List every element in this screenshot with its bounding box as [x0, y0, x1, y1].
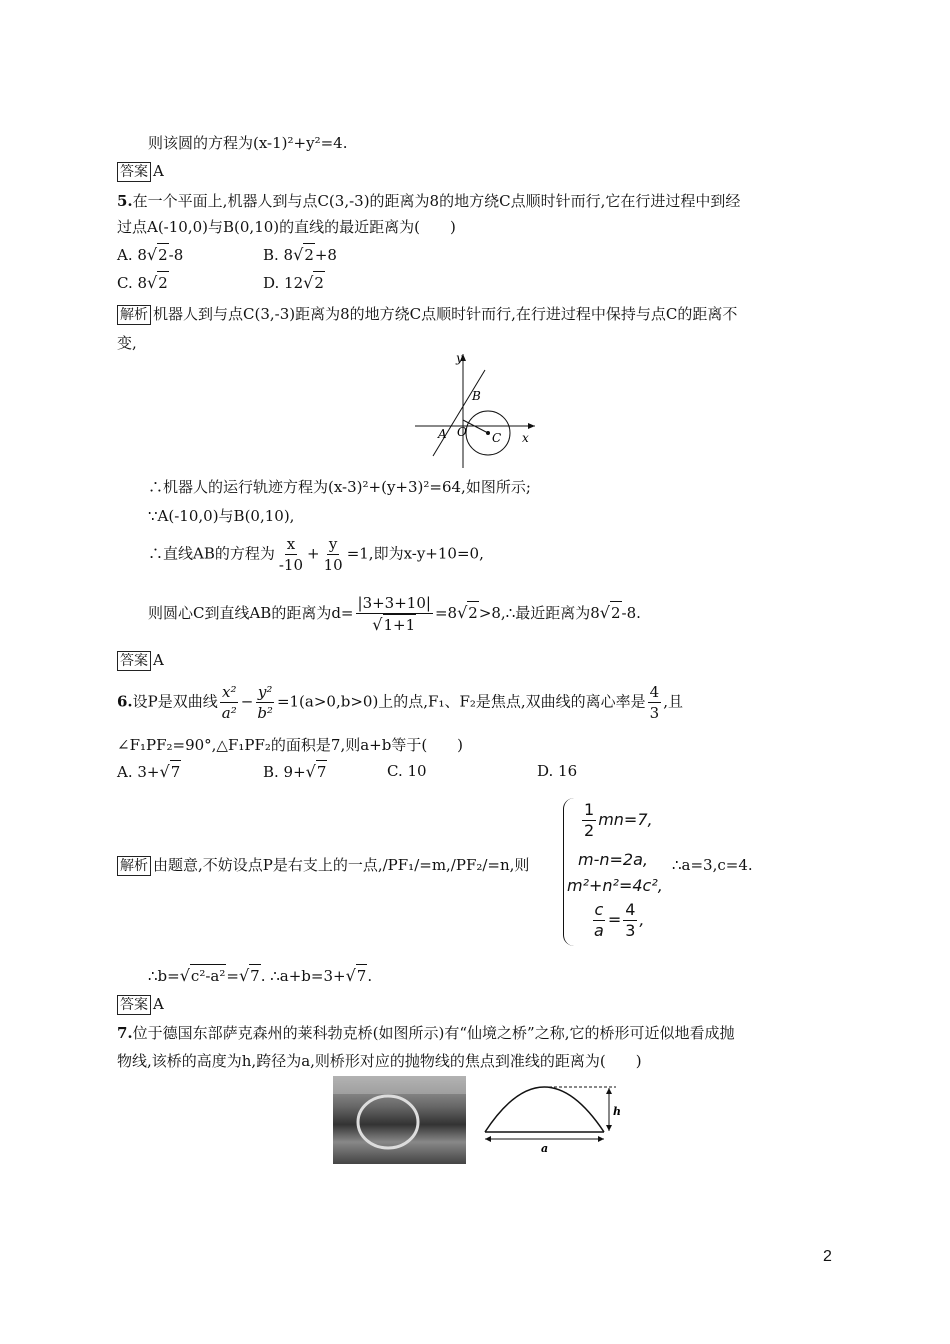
- answer-tag: 答案: [117, 162, 151, 182]
- analysis-tag: 解析: [117, 856, 151, 876]
- q5-option-a: A. 8√2-8: [117, 245, 184, 264]
- svg-text:a: a: [541, 1142, 549, 1154]
- svg-text:C: C: [492, 431, 502, 445]
- q5-step4: 则圆心C到直线AB的距离为d= $\frac{|3+3+10|}{√1+1}$ =8√2>8,∴最近距离为8√2-8.: [148, 594, 641, 634]
- q5-option-c: C. 8√2: [117, 273, 168, 292]
- q6-option-d: D. 16: [537, 762, 578, 780]
- q6-option-c: C. 10: [387, 762, 427, 780]
- answer-tag: 答案: [117, 995, 151, 1015]
- system-eq3: m²+n²=4c²,: [567, 876, 663, 895]
- q7-line2: 物线,该桥的高度为h,跨径为a,则桥形对应的抛物线的焦点到准线的距离为( ): [117, 1052, 642, 1070]
- q6-option-b: B. 9+√7: [263, 762, 327, 781]
- top-line: 则该圆的方程为(x-1)²+y²=4.: [148, 134, 348, 152]
- q6-system-result: ∴a=3,c=4.: [672, 856, 753, 874]
- q5-step2: ∵A(-10,0)与B(0,10),: [148, 507, 295, 525]
- q6-option-a: A. 3+√7: [117, 762, 181, 781]
- system-eq4: $\frac{c}{a}$ = $\frac{4}{3}$ ,: [594, 900, 645, 940]
- q7-line1: 7.位于德国东部萨克森州的莱科勃克桥(如图所示)有“仙境之桥”之称,它的桥形可近似地看成抛: [117, 1024, 735, 1042]
- page-number: 2: [823, 1248, 832, 1265]
- equation-system-brace: [563, 798, 574, 946]
- q6-analysis: 解析 由题意,不妨设点P是右支上的一点,/PF₁/=m,/PF₂/=n,则: [117, 854, 529, 876]
- q6-line2: ∠F₁PF₂=90°,△F₁PF₂的面积是7,则a+b等于( ): [117, 736, 464, 754]
- bridge-photo: [333, 1076, 466, 1164]
- q5-analysis-line2: 变,: [117, 334, 137, 352]
- q5-step1: ∴机器人的运行轨迹方程为(x-3)²+(y+3)²=64,如图所示;: [148, 478, 531, 496]
- system-eq2: m-n=2a,: [578, 850, 648, 869]
- q5-step3: ∴直线AB的方程为 $\frac{x}{-10}$ + $\frac{y}{10}$ =1,即为x-y+10=0,: [148, 535, 484, 574]
- svg-text:x: x: [522, 431, 529, 445]
- answer-line: 答案 A: [117, 160, 164, 182]
- svg-text:O: O: [457, 425, 467, 439]
- q5-analysis-line1: 解析 机器人到与点C(3,-3)距离为8的地方绕C点顺时针而行,在行进过程中保持与点C的距离不: [117, 303, 737, 325]
- svg-text:B: B: [472, 389, 481, 403]
- svg-text:h: h: [613, 1105, 621, 1118]
- q5-answer: 答案 A: [117, 649, 164, 671]
- parabola-bridge-diagram: [480, 1082, 625, 1154]
- answer-tag: 答案: [117, 651, 151, 671]
- analysis-tag: 解析: [117, 305, 151, 325]
- q6-answer: 答案 A: [117, 993, 164, 1015]
- q6-line1: 6.设P是双曲线 $\frac{\text{x²}}{\text{a²}}$ − $\frac{\text{y²}}{\text{b²}}$ =1(a>0,b>0)上的点,F₁、F₂是焦点,双曲线的离心率是 $\frac{4}{3}$ ,且: [117, 683, 683, 722]
- q6-final: ∴b=√c²-a²=√7. ∴a+b=3+√7.: [148, 966, 373, 985]
- q5-option-b: B. 8√2+8: [263, 245, 337, 264]
- svg-text:y: y: [456, 351, 463, 365]
- svg-text:A: A: [438, 427, 447, 441]
- q5-line2: 过点A(-10,0)与B(0,10)的直线的最近距离为( ): [117, 218, 456, 236]
- system-eq1: $\frac{1}{2}$ mn=7,: [584, 800, 653, 840]
- q5-line1: 5.在一个平面上,机器人到与点C(3,-3)的距离为8的地方绕C点顺时针而行,它在行进过程中到经: [117, 192, 741, 210]
- q5-option-d: D. 12√2: [263, 273, 324, 292]
- q5-circle-figure: [410, 350, 540, 470]
